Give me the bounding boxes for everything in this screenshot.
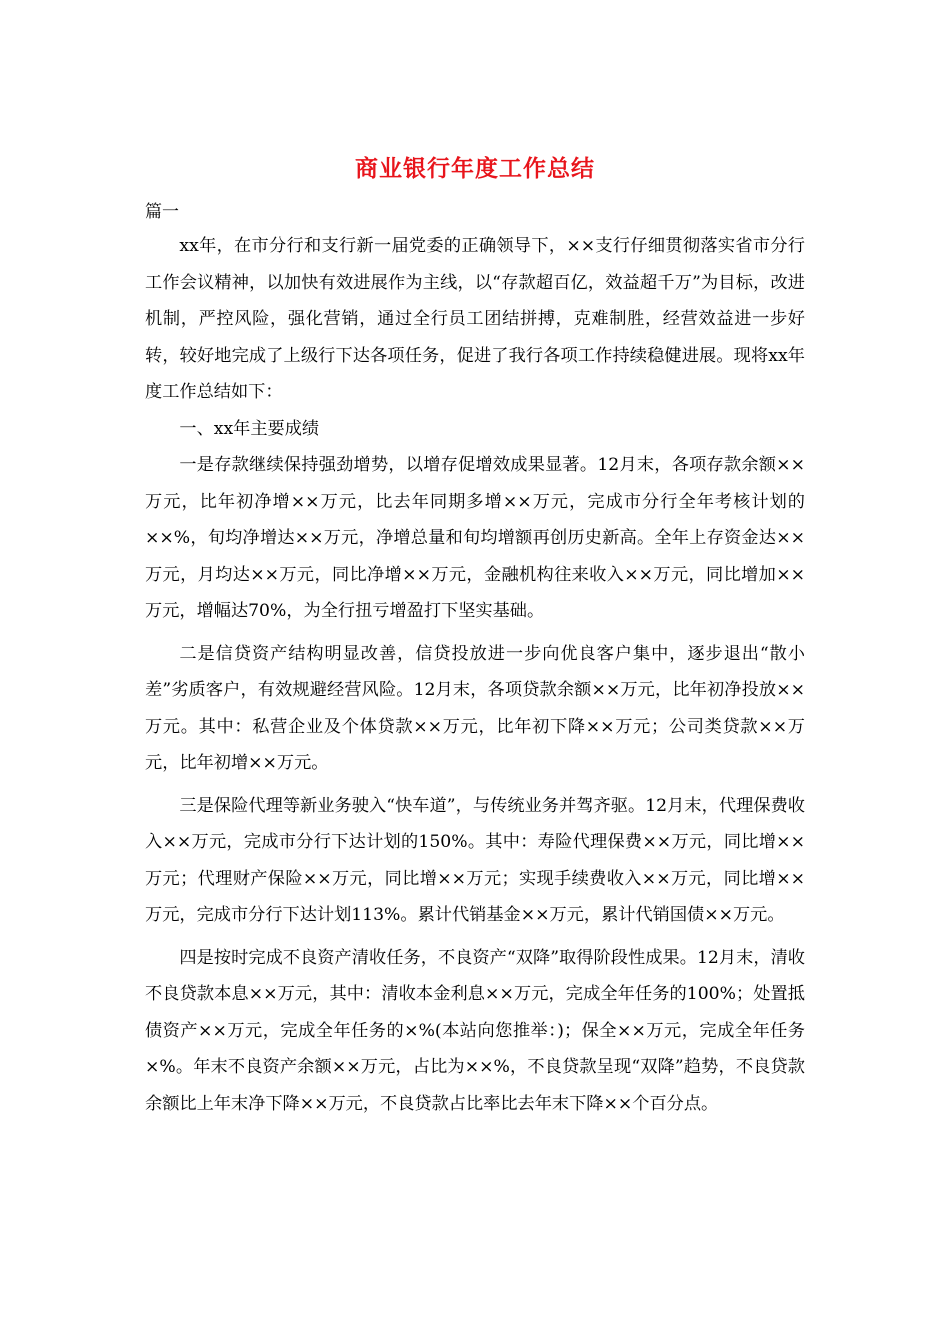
paragraph-heading-achievements: 一、xx年主要成绩 — [179, 418, 320, 439]
section-label: 篇一 — [145, 202, 179, 222]
paragraph-intro: xx年，在市分行和支行新一届党委的正确领导下，××支行仔细贯彻落实省市分行工作会议精神，以加快有效进展作为主线，以“存款超百亿，效益超千万”为目标，改进机制，严控风险，强化营销，通过全行员工团结拼搏，克难制胜，经营效益进一步好转，较好地完成了上级行下达各项任务，促进了我行各项工作持续稳健进展。现将xx年度工作总结如下： — [145, 236, 805, 402]
document-title: 商业银行年度工作总结 — [355, 155, 595, 182]
document-body — [145, 228, 805, 1122]
paragraph-credit-assets: 二是信贷资产结构明显改善，信贷投放进一步向优良客户集中，逐步退出“散小差”劣质客户，有效规避经营风险。12月末，各项贷款余额××万元，比年初净投放××万元。其中：私营企业及个体贷款××万元，比年初下降××万元；公司类贷款××万元，比年初增××万元。 — [145, 643, 805, 773]
paragraph-deposits: 一是存款继续保持强劲增势，以增存促增效成果显著。12月末，各项存款余额××万元，比年初净增××万元，比去年同期多增××万元，完成市分行全年考核计划的××%，旬均净增达××万元，净增总量和旬均增额再创历史新高。全年上存资金达××万元，月均达××万元，同比净增××万元，金融机构往来收入××万元，同比增加××万元，增幅达70%，为全行扭亏增盈打下坚实基础。 — [145, 455, 805, 621]
paragraph-bad-assets: 四是按时完成不良资产清收任务，不良资产“双降”取得阶段性成果。12月末，清收不良贷款本息××万元，其中：清收本金利息××万元，完成全年任务的100%；处置抵债资产××万元，完成全年任务的×%(本站向您推举：)；保全××万元，完成全年任务×%。年末不良资产余额××万元，占比为××%，不良贷款呈现“双降”趋势，不良贷款余额比上年末净下降××万元，不良贷款占比率比去年末下降××个百分点。 — [145, 947, 805, 1114]
paragraph-insurance: 三是保险代理等新业务驶入“快车道”，与传统业务并驾齐驱。12月末，代理保费收入××万元，完成市分行下达计划的150%。其中：寿险代理保费××万元，同比增××万元；代理财产保险××万元，同比增××万元；实现手续费收入××万元，同比增××万元，完成市分行下达计划113%。累计代销基金××万元，累计代销国债××万元。 — [145, 795, 805, 925]
